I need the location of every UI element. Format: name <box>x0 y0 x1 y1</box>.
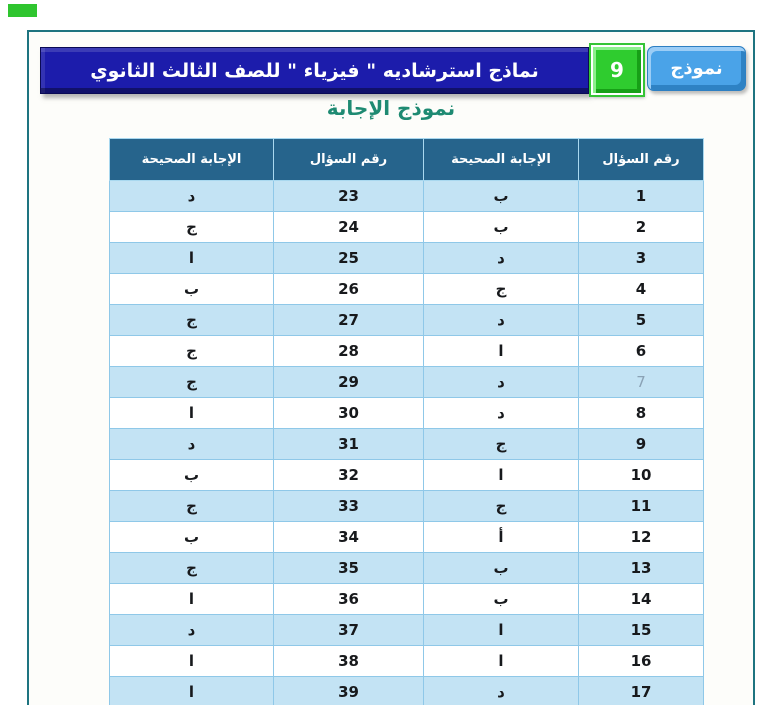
answer-cell: ب <box>110 522 274 553</box>
question-number-cell: 28 <box>274 336 424 367</box>
model-button[interactable] <box>647 46 746 91</box>
answer-cell: ا <box>110 584 274 615</box>
answer-cell: ج <box>424 429 579 460</box>
question-number-cell: 6 <box>579 336 704 367</box>
question-number-cell: 31 <box>274 429 424 460</box>
answer-cell: ا <box>110 646 274 677</box>
question-number-cell: 33 <box>274 491 424 522</box>
answer-cell: ا <box>110 243 274 274</box>
table-row <box>110 646 704 677</box>
question-number-cell: 27 <box>274 305 424 336</box>
answer-cell: د <box>424 243 579 274</box>
question-number-cell: 16 <box>579 646 704 677</box>
column-header-correct-answer: الإجابة الصحيحة <box>424 139 579 181</box>
table-row <box>110 398 704 429</box>
answer-cell: د <box>424 677 579 705</box>
question-number-cell: 5 <box>579 305 704 336</box>
question-number-cell: 39 <box>274 677 424 705</box>
title-banner <box>40 47 589 94</box>
answer-cell: د <box>110 615 274 646</box>
table-header-row <box>110 139 704 181</box>
answer-key-table <box>109 138 704 705</box>
question-number-cell: 12 <box>579 522 704 553</box>
answer-cell: ج <box>110 336 274 367</box>
answer-cell: ا <box>110 677 274 705</box>
answer-cell: ج <box>110 491 274 522</box>
column-header-correct-answer: الإجابة الصحيحة <box>110 139 274 181</box>
question-number-cell: 25 <box>274 243 424 274</box>
corner-green-marker <box>8 4 37 17</box>
table-body <box>110 181 704 705</box>
banner-title: نماذج استرشاديه " فيزياء " للصف الثالث الثانوي <box>90 59 539 82</box>
table-row <box>110 522 704 553</box>
table-row <box>110 305 704 336</box>
answer-cell: ج <box>424 274 579 305</box>
question-number-cell: 9 <box>579 429 704 460</box>
table-row <box>110 429 704 460</box>
document-frame <box>27 30 755 705</box>
answer-cell: د <box>424 367 579 398</box>
answer-cell: ج <box>110 305 274 336</box>
question-number-cell: 14 <box>579 584 704 615</box>
answer-cell: ب <box>424 181 579 212</box>
question-number-cell: 4 <box>579 274 704 305</box>
answer-cell: د <box>424 305 579 336</box>
question-number-cell: 13 <box>579 553 704 584</box>
column-header-question-number: رقم السؤال <box>579 139 704 181</box>
model-number-indicator[interactable] <box>591 45 643 95</box>
question-number-cell: 23 <box>274 181 424 212</box>
table-row <box>110 212 704 243</box>
question-number-cell: 35 <box>274 553 424 584</box>
question-number-cell: 29 <box>274 367 424 398</box>
answer-cell: ا <box>424 460 579 491</box>
question-number-cell: 1 <box>579 181 704 212</box>
answer-cell: ج <box>424 491 579 522</box>
answer-cell: ب <box>424 553 579 584</box>
answer-cell: ج <box>110 553 274 584</box>
question-number-cell: 17 <box>579 677 704 705</box>
answer-cell: د <box>110 181 274 212</box>
question-number-cell: 11 <box>579 491 704 522</box>
model-number: 9 <box>610 58 624 82</box>
answer-cell: ب <box>110 274 274 305</box>
table-row <box>110 677 704 705</box>
question-number-cell: 26 <box>274 274 424 305</box>
question-number-cell: 34 <box>274 522 424 553</box>
answer-cell: ب <box>424 212 579 243</box>
question-number-cell: 24 <box>274 212 424 243</box>
answer-cell: د <box>110 429 274 460</box>
answer-cell: أ <box>424 522 579 553</box>
question-number-cell: 36 <box>274 584 424 615</box>
question-number-cell: 32 <box>274 460 424 491</box>
table-row <box>110 367 704 398</box>
question-number-cell: 3 <box>579 243 704 274</box>
model-button-label: نموذج <box>670 58 723 79</box>
answer-cell: ب <box>424 584 579 615</box>
table-row <box>110 243 704 274</box>
question-number-cell: 37 <box>274 615 424 646</box>
answer-cell: ج <box>110 367 274 398</box>
table-row <box>110 274 704 305</box>
question-number-cell: 30 <box>274 398 424 429</box>
table-row <box>110 181 704 212</box>
table-row <box>110 615 704 646</box>
answer-cell: ا <box>424 646 579 677</box>
question-number-cell: 15 <box>579 615 704 646</box>
table-row <box>110 553 704 584</box>
column-header-question-number: رقم السؤال <box>274 139 424 181</box>
answer-cell: د <box>424 398 579 429</box>
question-number-cell: 8 <box>579 398 704 429</box>
table-row <box>110 491 704 522</box>
question-number-cell: 2 <box>579 212 704 243</box>
answer-cell: ب <box>110 460 274 491</box>
question-number-cell: 38 <box>274 646 424 677</box>
table-row <box>110 584 704 615</box>
answer-cell: ا <box>424 615 579 646</box>
table-row <box>110 336 704 367</box>
table-row <box>110 460 704 491</box>
answer-cell: ج <box>110 212 274 243</box>
question-number-cell: 10 <box>579 460 704 491</box>
answer-cell: ا <box>110 398 274 429</box>
question-number-cell: 7 <box>579 367 704 398</box>
answer-key-subtitle: نموذج الإجابة <box>326 96 456 120</box>
answer-cell: ا <box>424 336 579 367</box>
